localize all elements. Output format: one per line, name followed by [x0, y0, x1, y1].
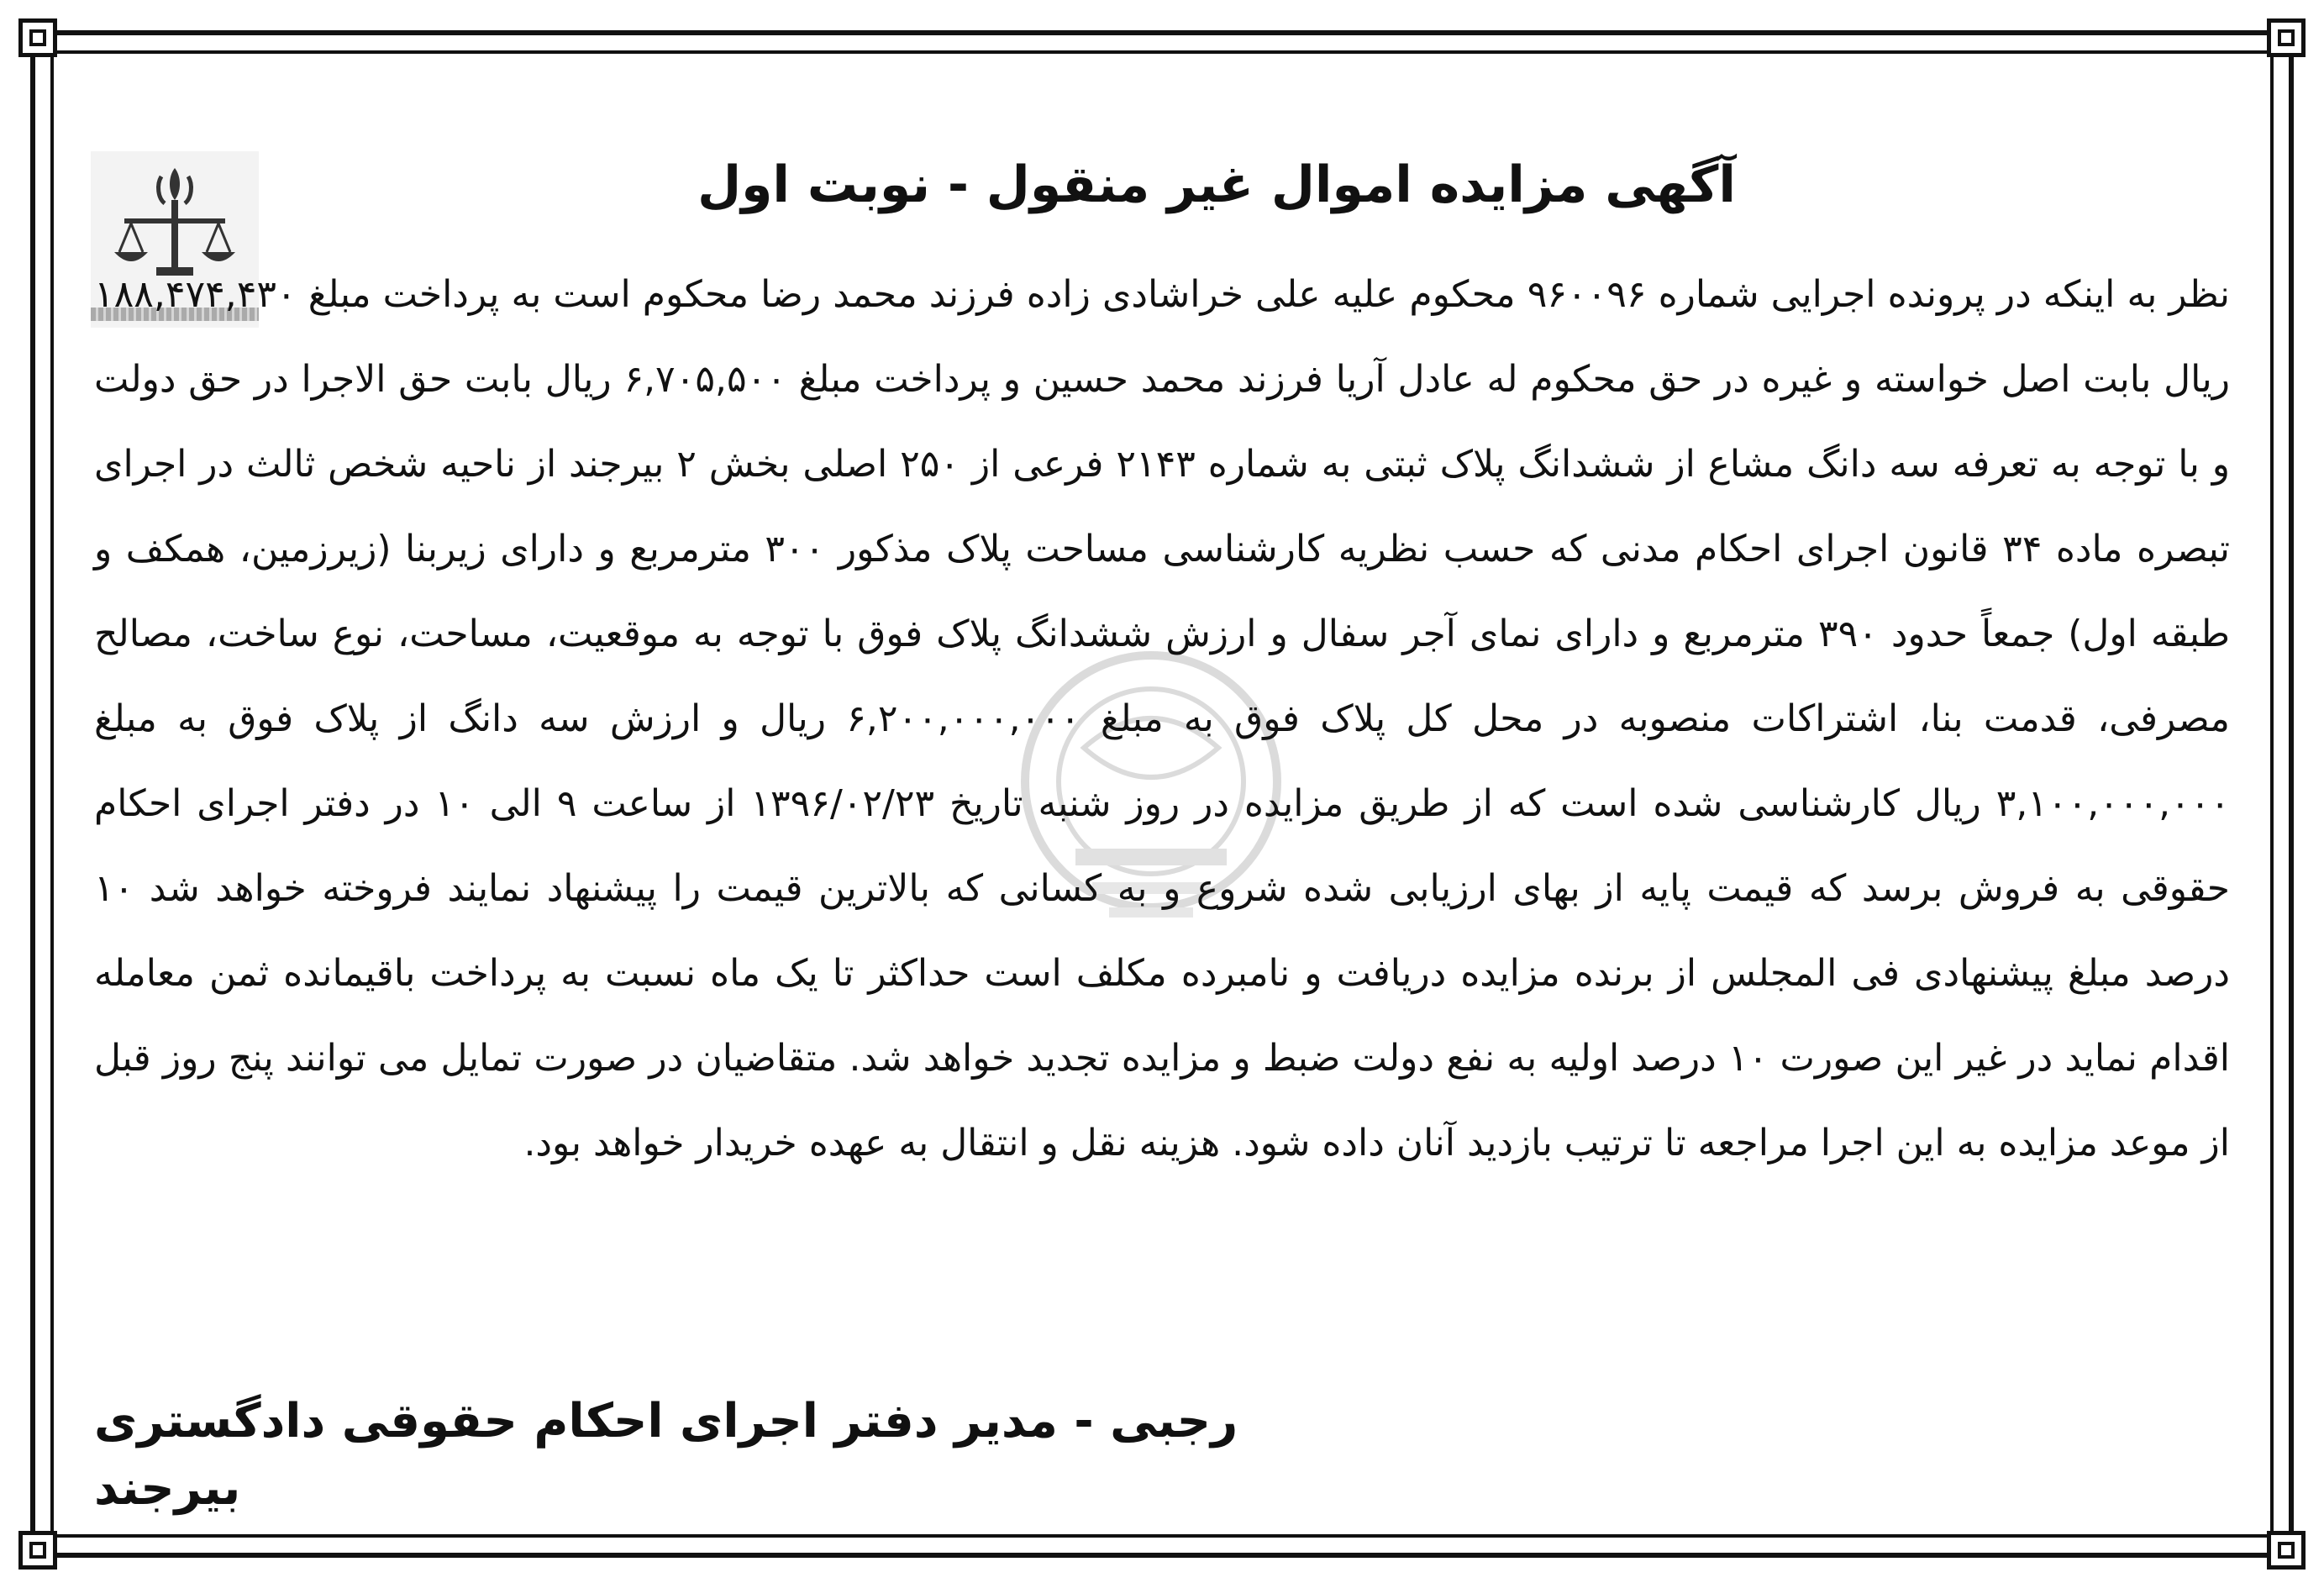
notice-signature: رجبی - مدیر دفتر اجرای احکام حقوقی دادگستری بیرجند — [94, 1394, 1238, 1516]
corner-ornament-bottom-right — [2267, 1531, 2306, 1570]
notice-body: نظر به اینکه در پرونده اجرایی شماره ۹۶۰۰۹۶ محکوم علیه علی خراشادی زاده فرزند محمد رضا محکوم است به پرداخت مبلغ ۱۸۸,۴۷۴,۴۳۰ ریال بابت اصل خواسته و غیره در حق محکوم له عادل آریا فرزند محمد حسین و پرداخت مبلغ ۶,۷۰۵,۵۰۰ ریال بابت حق الاجرا در حق دولت و با توجه به تعرفه سه دانگ مشاع از ششدانگ پلاک ثبتی به شماره ۲۱۴۳ فرعی از ۲۵۰ اصلی بخش ۲ بیرجند از ناحیه شخص ثالث در اجرای تبصره ماده ۳۴ قانون اجرای احکام مدنی که حسب نظریه کارشناسی مساحت پلاک مذکور ۳۰۰ مترمربع و دارای زیربنا (زیرزمین، همکف و طبقه اول) جمعاً حدود ۳۹۰ مترمربع و دارای نمای آجر سفال و ارزش ششدانگ پلاک فوق با توجه به موقعیت، مساحت، نوع ساخت، مصالح مصرفی، قدمت بنا، اشتراکات منصوبه در محل کل پلاک فوق به مبلغ ۶,۲۰۰,۰۰۰,۰۰۰ ریال و ارزش سه دانگ از پلاک فوق به مبلغ ۳,۱۰۰,۰۰۰,۰۰۰ ریال کارشناسی شده است که از طریق مزایده در روز شنبه تاریخ ۱۳۹۶/۰۲/۲۳ از ساعت ۹ الی ۱۰ در دفتر اجرای احکام حقوقی به فروش برسد که قیمت پایه از بهای ارزیابی شده شروع و به کسانی که بالاترین قیمت را پیشنهاد نمایند فروخته خواهد شد ۱۰ درصد مبلغ پیشنهادی فی المجلس از برنده مزایده دریافت و نامبرده مکلف است حداکثر تا یک ماه نسبت به پرداخت باقیمانده ثمن معامله اقدام نماید در غیر این صورت ۱۰ درصد اولیه به نفع دولت ضبط و مزایده تجدید خواهد شد. متقاضیان در صورت تمایل می توانند پنج روز قبل از موعد مزایده به این اجرا مراجعه تا ترتیب بازدید آنان داده شود. هزینه نقل و انتقال به عهده خریدار خواهد بود. — [94, 273, 2231, 1165]
notice-title: آگهی مزایده اموال غیر منقول - نوبت اول — [697, 155, 1736, 214]
corner-ornament-top-left — [18, 18, 57, 57]
corner-ornament-bottom-left — [18, 1531, 57, 1570]
corner-ornament-top-right — [2267, 18, 2306, 57]
